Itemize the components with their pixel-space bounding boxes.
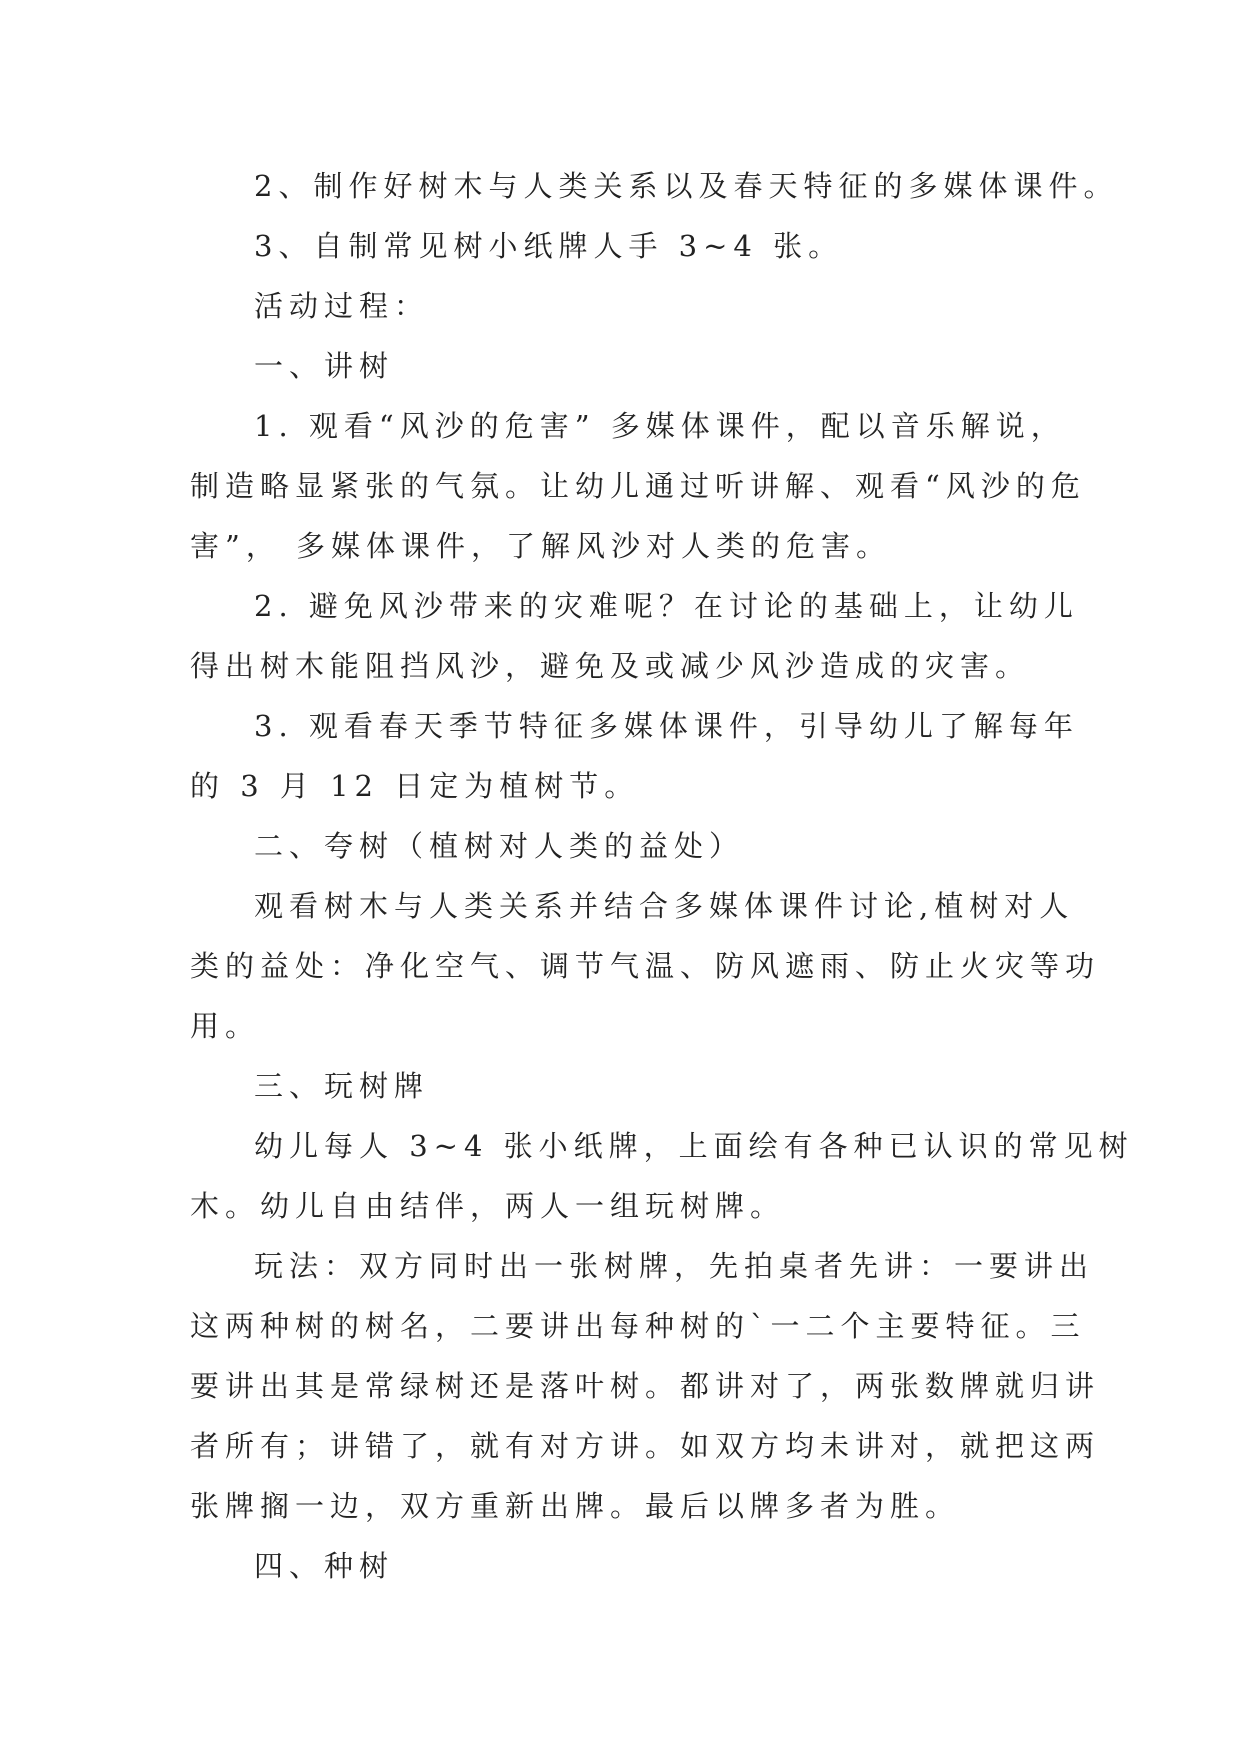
text-line: 2. 避免风沙带来的灾难呢？在讨论的基础上，让幼儿 [254, 589, 1079, 623]
section-heading: 四、种树 [254, 1549, 395, 1583]
text-line: 木。幼儿自由结伴，两人一组玩树牌。 [190, 1189, 786, 1223]
text-line: 要讲出其是常绿树还是落叶树。都讲对了，两张数牌就归讲 [190, 1369, 1101, 1403]
section-heading: 三、玩树牌 [254, 1069, 430, 1103]
text-line: 玩法：双方同时出一张树牌，先拍桌者先讲：一要讲出 [254, 1249, 1095, 1283]
section-heading: 二、夸树（植树对人类的益处） [254, 829, 745, 863]
text-line: 这两种树的树名，二要讲出每种树的`一二个主要特征。三 [190, 1309, 1086, 1343]
text-line: 类的益处：净化空气、调节气温、防风遮雨、防止火灾等功 [190, 949, 1101, 983]
text-line: 张牌搁一边，双方重新出牌。最后以牌多者为胜。 [190, 1489, 961, 1523]
text-line: 用。 [190, 1009, 261, 1043]
text-line: 制造略显紧张的气氛。让幼儿通过听讲解、观看“风沙的危 [190, 469, 1086, 503]
text-line: 3. 观看春天季节特征多媒体课件，引导幼儿了解每年 [254, 709, 1079, 743]
text-line: 3、自制常见树小纸牌人手 3~4 张。 [254, 229, 844, 263]
text-line: 幼儿每人 3~4 张小纸牌，上面绘有各种已认识的常见树 [254, 1129, 1134, 1163]
text-line: 的 3 月 12 日定为植树节。 [190, 769, 640, 803]
text-line: 2、制作好树木与人类关系以及春天特征的多媒体课件。 [254, 169, 1119, 203]
text-line: 1. 观看“风沙的危害” 多媒体课件，配以音乐解说， [254, 409, 1066, 443]
text-line: 得出树木能阻挡风沙，避免及或减少风沙造成的灾害。 [190, 649, 1031, 683]
text-line: 害”， 多媒体课件，了解风沙对人类的危害。 [190, 529, 892, 563]
text-line: 观看树木与人类关系并结合多媒体课件讨论,植树对人 [254, 889, 1075, 923]
section-heading: 一、讲树 [254, 349, 395, 383]
text-line: 者所有；讲错了，就有对方讲。如双方均未讲对，就把这两 [190, 1429, 1101, 1463]
text-line: 活动过程： [254, 289, 430, 323]
